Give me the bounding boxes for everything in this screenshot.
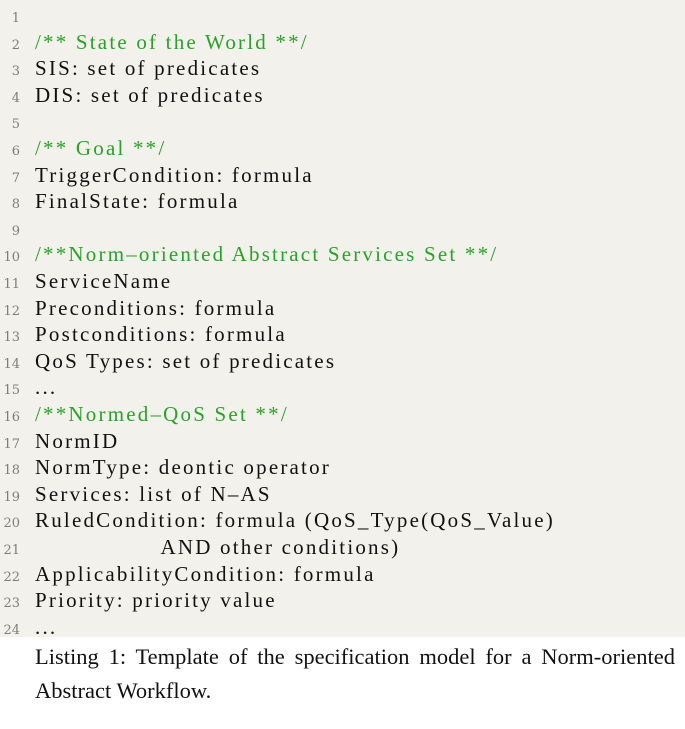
line-number: 7: [11, 170, 20, 186]
code-text: NormType: deontic operator: [35, 455, 331, 480]
code-line: [0, 348, 685, 375]
code-line: [0, 374, 685, 401]
code-line: [0, 162, 685, 189]
code-text: NormID: [35, 428, 120, 453]
code-line: [0, 295, 685, 322]
code-comment: /** State of the World **/: [35, 29, 309, 54]
code-text: AND other conditions): [35, 535, 401, 559]
code-text: ServiceName: [35, 269, 173, 293]
code-line: [0, 507, 685, 534]
line-number: 11: [3, 277, 20, 292]
code-text: ApplicabilityCondition: formula: [35, 561, 376, 586]
code-text: Services: list of N–AS: [35, 481, 272, 506]
code-text: TriggerCondition: formula: [35, 162, 314, 187]
code-line: [0, 108, 685, 135]
code-line: [0, 29, 685, 56]
code-line: [0, 454, 685, 481]
code-text: ...: [35, 375, 58, 400]
line-number: 8: [11, 197, 20, 213]
line-number: 3: [11, 64, 20, 80]
code-text: SIS: set of predicates: [35, 56, 262, 81]
code-text: FinalState: formula: [35, 189, 240, 214]
line-number: 6: [11, 144, 20, 159]
line-number: 18: [3, 463, 20, 479]
code-comment: /**Normed–QoS Set **/: [35, 402, 289, 426]
line-number: 4: [11, 90, 20, 106]
code-line: [0, 321, 685, 348]
line-number: 22: [3, 569, 20, 585]
code-line: [0, 55, 685, 82]
line-number: 23: [3, 596, 20, 612]
code-line: [0, 481, 685, 508]
code-line: [0, 428, 685, 455]
line-number: 9: [11, 223, 20, 239]
line-number: 12: [3, 303, 20, 319]
code-line: [0, 241, 685, 268]
line-number: 14: [3, 356, 20, 372]
code-text: Priority: priority value: [35, 588, 277, 613]
line-number: 10: [3, 250, 20, 266]
code-line: [0, 268, 685, 295]
code-text: RuledCondition: formula (QoS_Type(QoS_Value): [35, 508, 555, 533]
code-line: [0, 534, 685, 561]
code-comment: /**Norm–oriented Abstract Services Set **/: [35, 242, 499, 267]
code-text: Postconditions: formula: [35, 322, 287, 347]
line-number: 1: [11, 11, 20, 26]
line-number: 19: [3, 489, 20, 505]
line-number: 21: [3, 543, 20, 558]
line-number: 17: [3, 436, 20, 452]
code-comment: /** Goal **/: [35, 136, 167, 160]
code-line: [0, 2, 685, 29]
line-number: 20: [3, 516, 20, 532]
line-number: 24: [3, 622, 20, 638]
listing-caption: Listing 1: Template of the specification model for a Norm-oriented Abstract Workflow.: [35, 644, 675, 703]
code-line: [0, 614, 685, 641]
code-text: QoS Types: set of predicates: [35, 348, 337, 373]
code-line: [0, 561, 685, 588]
code-line: [0, 135, 685, 162]
line-number: 5: [11, 117, 20, 133]
line-number: 15: [3, 383, 20, 399]
line-number: 13: [3, 330, 20, 346]
code-line: [0, 82, 685, 109]
code-line: [0, 587, 685, 614]
code-line: [0, 215, 685, 242]
line-number: 16: [3, 410, 20, 425]
code-text: DIS: set of predicates: [35, 82, 265, 107]
code-text: ...: [35, 614, 58, 639]
code-line: [0, 401, 685, 428]
code-line: [0, 188, 685, 215]
code-text: Preconditions: formula: [35, 295, 277, 320]
line-number: 2: [11, 37, 20, 53]
